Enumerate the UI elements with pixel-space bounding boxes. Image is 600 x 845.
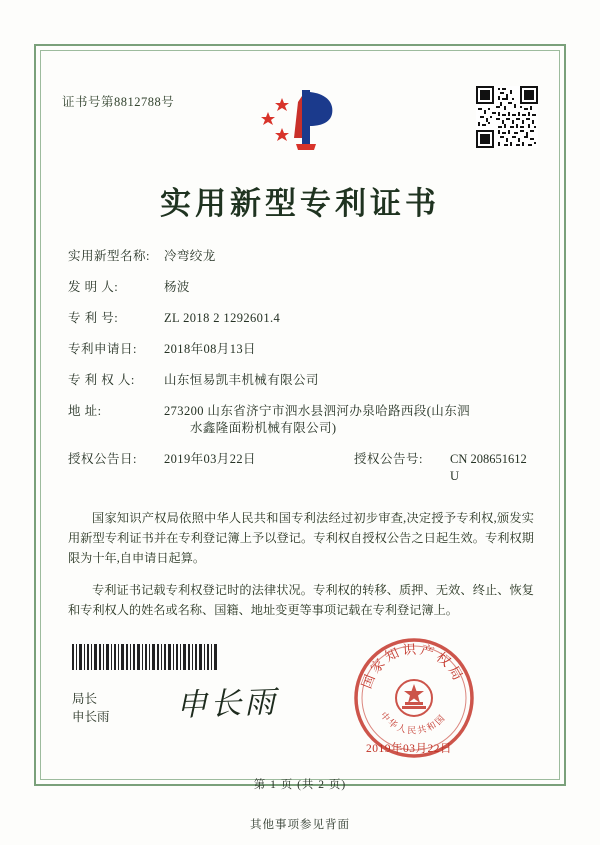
field-row-patentee xyxy=(68,372,532,389)
field-label-grant-number: 授权公告号: xyxy=(354,452,423,466)
field-row-address xyxy=(68,403,532,437)
field-value-grant-date: 2019年03月22日 xyxy=(164,452,256,466)
seal-top-text: 国家知识产权局 xyxy=(358,641,467,691)
patent-fields xyxy=(68,248,532,499)
field-label: 实用新型名称: xyxy=(68,249,150,263)
field-label: 地 址: xyxy=(68,404,102,418)
barcode xyxy=(72,644,218,670)
footer-note: 其他事项参见背面 xyxy=(250,819,350,831)
field-row-application-date xyxy=(68,341,532,358)
issuer-title-line-1: 局长 xyxy=(72,692,98,706)
body-paragraph-2: 专利证书记载专利权登记时的法律状况。专利权的转移、质押、无效、终止、恢复和专利权人的姓名或名称、国籍、地址变更等事项记载在专利登记簿上。 xyxy=(68,583,534,617)
field-row-name xyxy=(68,248,532,265)
address-line-1: 273200 山东省济宁市泗水县泗河办泉哈路西段(山东泗 xyxy=(164,404,470,418)
body-paragraph-1: 国家知识产权局依照中华人民共和国专利法经过初步审查,决定授予专利权,颁发实用新型专利证书并在专利登记簿上予以登记。专利权自授权公告之日起生效。专利权期限为十年,自申请日起算。 xyxy=(68,511,534,565)
field-value: ZL 2018 2 1292601.4 xyxy=(164,311,281,325)
field-value: 2018年08月13日 xyxy=(164,342,256,356)
page-title: 实用新型专利证书 xyxy=(160,186,440,221)
field-value: 山东恒易凯丰机械有限公司 xyxy=(164,373,319,387)
address-line-2: 水鑫隆面粉机械有限公司) xyxy=(190,421,337,435)
field-value-address xyxy=(164,403,532,437)
field-value-grant-number: CN 208651612 U xyxy=(450,452,527,483)
field-row-patent-number xyxy=(68,310,532,327)
field-value: 冷弯绞龙 xyxy=(164,249,216,263)
issuer-title xyxy=(72,690,110,726)
field-label: 专 利 号: xyxy=(68,311,119,325)
field-label: 专利申请日: xyxy=(68,342,137,356)
field-label: 专 利 权 人: xyxy=(68,373,135,387)
page-number: 第 1 页 (共 2 页) xyxy=(253,779,347,791)
field-value: 杨波 xyxy=(164,280,190,294)
seal-bottom-text: 中华人民共和国 xyxy=(378,710,448,736)
seal-date: 2019年03月22日 xyxy=(366,743,452,755)
field-label: 发 明 人: xyxy=(68,280,119,294)
field-row-grant xyxy=(68,451,532,485)
qr-code-icon xyxy=(476,86,538,148)
svg-text:国家知识产权局 xyxy=(359,641,467,690)
svg-text:中华人民共和国 xyxy=(378,709,447,735)
field-row-inventor xyxy=(68,279,532,296)
issuer-name: 申长雨 xyxy=(72,710,110,724)
handwritten-signature: 申长雨 xyxy=(175,684,279,723)
certificate-body xyxy=(68,508,534,632)
patent-office-emblem-icon xyxy=(258,82,344,158)
certificate-serial-number: 证书号第8812788号 xyxy=(62,95,175,109)
field-label-grant-date: 授权公告日: xyxy=(68,452,137,466)
